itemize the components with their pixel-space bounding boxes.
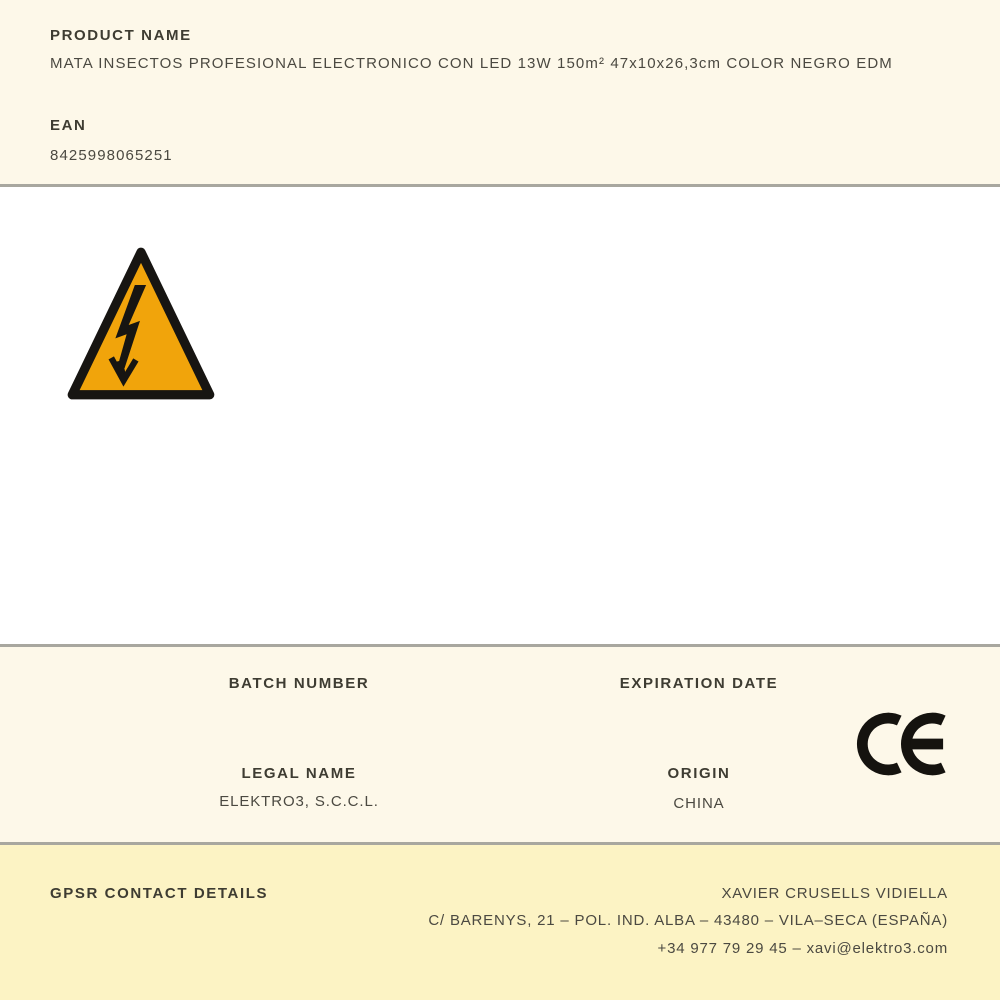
legal-name-value: ELEKTRO3, S.C.C.L.	[219, 793, 379, 810]
origin-value: CHINA	[673, 795, 725, 812]
origin-label: ORIGIN	[667, 765, 731, 782]
product-info-section	[0, 0, 1000, 184]
batch-number-label: BATCH NUMBER	[228, 675, 370, 692]
ean-value: 8425998065251	[50, 147, 173, 164]
details-section	[0, 647, 1000, 842]
gpsr-contact-label: GPSR CONTACT DETAILS	[50, 885, 269, 902]
gpsr-contact-name: XAVIER CRUSELLS VIDIELLA	[721, 885, 948, 902]
ean-label: EAN	[50, 117, 87, 134]
expiration-date-label: EXPIRATION DATE	[619, 675, 779, 692]
product-name-label: PRODUCT NAME	[50, 27, 192, 44]
legal-name-label: LEGAL NAME	[241, 765, 357, 782]
details-column-left	[99, 647, 499, 842]
gpsr-contact-phone-email: +34 977 79 29 45 – xavi@elektro3.com	[657, 940, 948, 957]
gpsr-section	[0, 845, 1000, 1000]
electric-hazard-warning-icon	[64, 244, 218, 403]
ce-mark-icon	[856, 710, 948, 778]
product-name-value: MATA INSECTOS PROFESIONAL ELECTRONICO CON LED 13W 150m² 47x10x26,3cm COLOR NEGRO EDM	[50, 55, 893, 72]
gpsr-contact-address: C/ BARENYS, 21 – POL. IND. ALBA – 43480 – VILA–SECA (ESPAÑA)	[428, 912, 948, 929]
details-column-right	[499, 647, 899, 842]
warning-section	[0, 187, 1000, 644]
